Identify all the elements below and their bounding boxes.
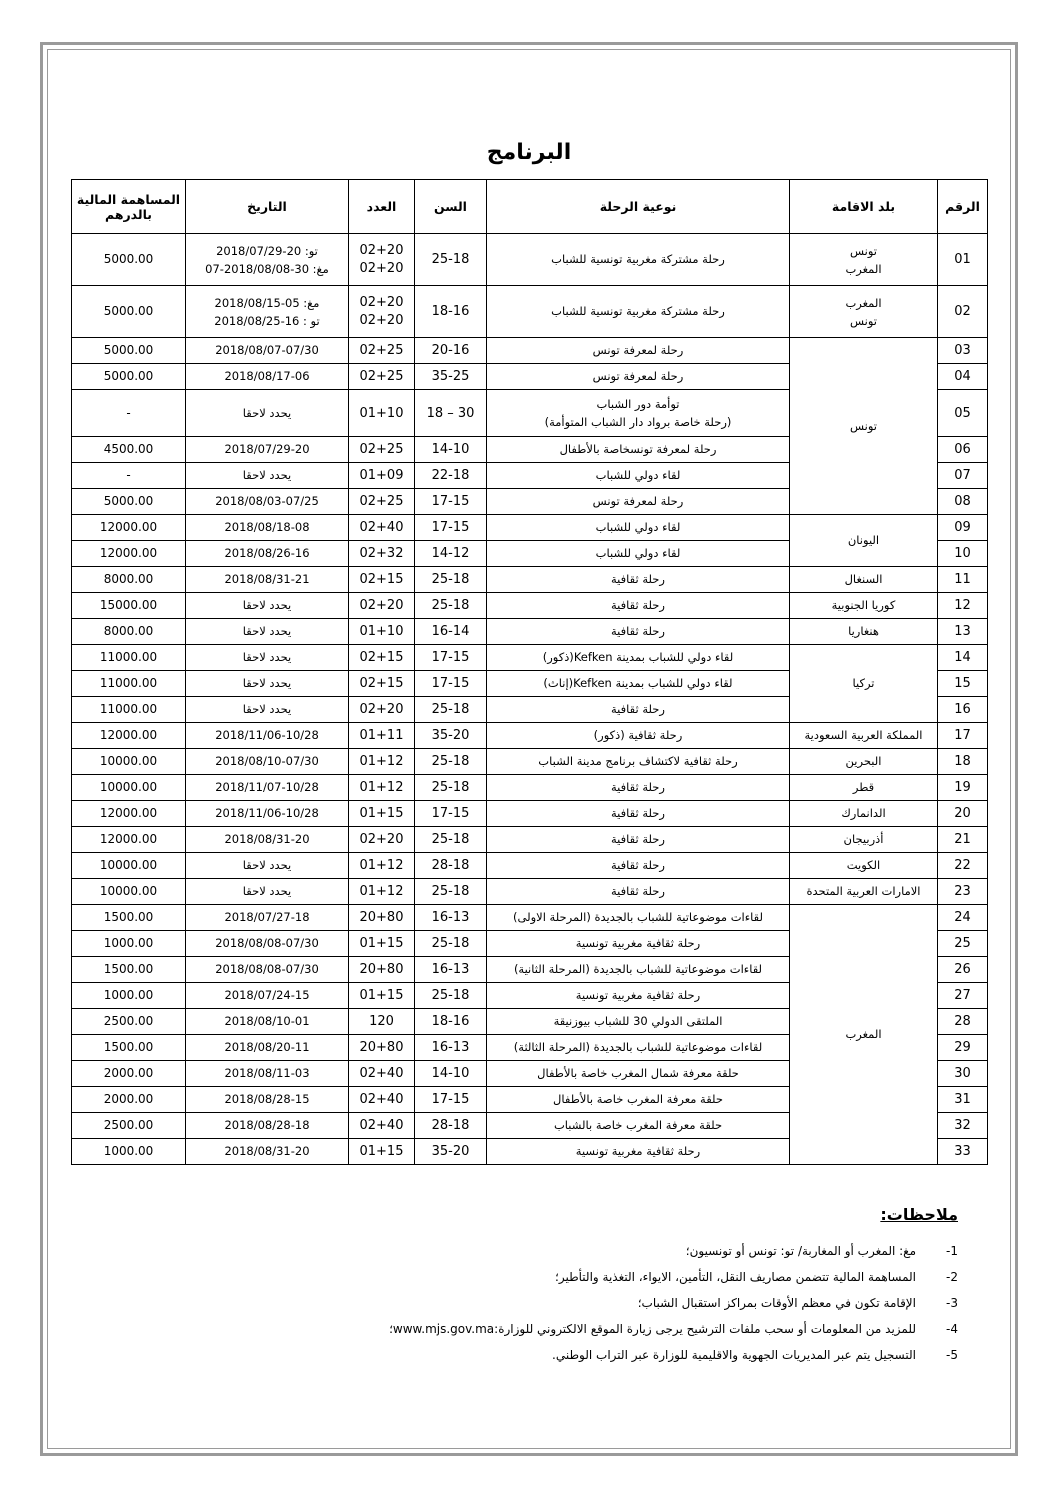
cell-contribution: 10000.00 bbox=[72, 879, 186, 905]
header-count: العدد bbox=[349, 180, 415, 234]
cell-count: 01+12 bbox=[349, 853, 415, 879]
cell-age: 14-12 bbox=[415, 541, 487, 567]
table-row bbox=[72, 905, 988, 931]
note-item bbox=[80, 1264, 958, 1290]
cell-age: 25-18 bbox=[415, 775, 487, 801]
cell-type: رحلة ثقافية bbox=[487, 879, 790, 905]
note-item bbox=[80, 1238, 958, 1264]
cell-type: حلقة معرفة المغرب خاصة بالشباب bbox=[487, 1113, 790, 1139]
table-row bbox=[72, 723, 988, 749]
cell-country: تركيا bbox=[790, 645, 938, 723]
cell-type: لقاء دولي للشباب bbox=[487, 515, 790, 541]
cell-age: 25-18 bbox=[415, 697, 487, 723]
cell-age: 18-16 bbox=[415, 286, 487, 338]
cell-date: 2018/08/18-08 bbox=[186, 515, 349, 541]
cell-age: 16-13 bbox=[415, 905, 487, 931]
cell-type: رحلة ثقافية bbox=[487, 567, 790, 593]
cell-type: رحلة ثقافية مغربية تونسية bbox=[487, 1139, 790, 1165]
cell-type bbox=[487, 390, 790, 437]
cell-contribution: 5000.00 bbox=[72, 338, 186, 364]
cell-age: 30 – 18 bbox=[415, 390, 487, 437]
cell-count bbox=[349, 286, 415, 338]
cell-contribution: 1000.00 bbox=[72, 931, 186, 957]
cell-age: 25-18 bbox=[415, 931, 487, 957]
cell-num: 25 bbox=[938, 931, 988, 957]
cell-count: 02+20 bbox=[349, 697, 415, 723]
cell-type: لقاء دولي للشباب بمدينة Kefken(ذكور) bbox=[487, 645, 790, 671]
cell-age: 20-16 bbox=[415, 338, 487, 364]
cell-contribution: 1000.00 bbox=[72, 983, 186, 1009]
cell-date: 2018/08/17-06 bbox=[186, 364, 349, 390]
cell-age: 17-15 bbox=[415, 671, 487, 697]
table-row bbox=[72, 801, 988, 827]
cell-count: 20+80 bbox=[349, 905, 415, 931]
cell-date: 2018/08/31-21 bbox=[186, 567, 349, 593]
note-text: الإقامة تكون في معظم الأوقات بمراكز استقبال الشباب؛ bbox=[637, 1296, 916, 1310]
cell-type: رحلة مشتركة مغربية تونسية للشباب bbox=[487, 234, 790, 286]
cell-type: لقاء دولي للشباب بمدينة Kefken(إناث) bbox=[487, 671, 790, 697]
cell-count: 02+20 bbox=[349, 593, 415, 619]
cell-type: رحلة ثقافية bbox=[487, 775, 790, 801]
cell-date: 2018/08/10-01 bbox=[186, 1009, 349, 1035]
cell-type: رحلة ثقافية bbox=[487, 593, 790, 619]
cell-date: يحدد لاحقا bbox=[186, 645, 349, 671]
cell-num: 13 bbox=[938, 619, 988, 645]
header-num: الرقم bbox=[938, 180, 988, 234]
cell-contribution: 12000.00 bbox=[72, 801, 186, 827]
cell-count: 02+40 bbox=[349, 515, 415, 541]
cell-count: 01+10 bbox=[349, 390, 415, 437]
cell-date: يحدد لاحقا bbox=[186, 390, 349, 437]
cell-num: 09 bbox=[938, 515, 988, 541]
cell-type: رحلة ثقافية bbox=[487, 801, 790, 827]
cell-contribution: 5000.00 bbox=[72, 364, 186, 390]
cell-contribution: 2500.00 bbox=[72, 1113, 186, 1139]
cell-contribution: 1500.00 bbox=[72, 905, 186, 931]
cell-date: يحدد لاحقا bbox=[186, 593, 349, 619]
cell-line: (رحلة خاصة برواد دار الشباب المتوأمة) bbox=[544, 415, 732, 429]
note-number: -4 bbox=[946, 1322, 958, 1336]
cell-contribution: 2000.00 bbox=[72, 1087, 186, 1113]
cell-age: 16-14 bbox=[415, 619, 487, 645]
header-country: بلد الاقامة bbox=[790, 180, 938, 234]
cell-line: 02+20 bbox=[359, 242, 404, 258]
cell-num: 22 bbox=[938, 853, 988, 879]
table-row bbox=[72, 827, 988, 853]
cell-contribution: 12000.00 bbox=[72, 515, 186, 541]
cell-age: 25-18 bbox=[415, 567, 487, 593]
cell-contribution: 8000.00 bbox=[72, 619, 186, 645]
cell-count: 02+15 bbox=[349, 567, 415, 593]
cell-age: 17-15 bbox=[415, 801, 487, 827]
cell-count bbox=[349, 234, 415, 286]
cell-num: 05 bbox=[938, 390, 988, 437]
cell-contribution: 10000.00 bbox=[72, 853, 186, 879]
note-item bbox=[80, 1342, 958, 1368]
cell-type: رحلة لمعرفة تونس bbox=[487, 489, 790, 515]
cell-contribution: 11000.00 bbox=[72, 697, 186, 723]
cell-count: 02+15 bbox=[349, 645, 415, 671]
cell-num: 29 bbox=[938, 1035, 988, 1061]
cell-count: 02+25 bbox=[349, 364, 415, 390]
table-header-row bbox=[72, 180, 988, 234]
cell-type: رحلة ثقافية مغربية تونسية bbox=[487, 931, 790, 957]
cell-contribution: 11000.00 bbox=[72, 671, 186, 697]
cell-date: يحدد لاحقا bbox=[186, 619, 349, 645]
cell-age: 22-18 bbox=[415, 463, 487, 489]
cell-country: كوريا الجنوبية bbox=[790, 593, 938, 619]
cell-country: أذربيجان bbox=[790, 827, 938, 853]
cell-contribution: - bbox=[72, 390, 186, 437]
cell-date: 2018/07/27-18 bbox=[186, 905, 349, 931]
cell-line: 02+20 bbox=[359, 294, 404, 310]
cell-age: 35-25 bbox=[415, 364, 487, 390]
cell-date bbox=[186, 234, 349, 286]
header-date: التاريخ bbox=[186, 180, 349, 234]
cell-date: يحدد لاحقا bbox=[186, 463, 349, 489]
note-number: -1 bbox=[946, 1244, 958, 1258]
cell-type: الملتقى الدولي 30 للشباب بيوزنيقة bbox=[487, 1009, 790, 1035]
cell-date: 2018/08/31-20 bbox=[186, 1139, 349, 1165]
cell-num: 08 bbox=[938, 489, 988, 515]
cell-num: 07 bbox=[938, 463, 988, 489]
cell-num: 12 bbox=[938, 593, 988, 619]
table-row bbox=[72, 338, 988, 364]
cell-type: لقاءات موضوعاتية للشباب بالجديدة (المرحلة الاولى) bbox=[487, 905, 790, 931]
cell-age: 14-10 bbox=[415, 1061, 487, 1087]
cell-type: لقاء دولي للشباب bbox=[487, 541, 790, 567]
cell-date: 2018/11/06-10/28 bbox=[186, 801, 349, 827]
notes-title: ملاحظات: bbox=[880, 1205, 958, 1224]
program-table bbox=[71, 179, 988, 1165]
cell-count: 02+25 bbox=[349, 437, 415, 463]
cell-age: 17-15 bbox=[415, 1087, 487, 1113]
note-number: -5 bbox=[946, 1348, 958, 1362]
cell-date: 2018/11/06-10/28 bbox=[186, 723, 349, 749]
cell-line: المغرب bbox=[845, 261, 882, 276]
cell-date: 2018/08/26-16 bbox=[186, 541, 349, 567]
page-title: البرنامج bbox=[486, 140, 572, 165]
cell-contribution: 4500.00 bbox=[72, 437, 186, 463]
cell-date: 2018/07/24-15 bbox=[186, 983, 349, 1009]
cell-age: 17-15 bbox=[415, 515, 487, 541]
cell-type: رحلة مشتركة مغربية تونسية للشباب bbox=[487, 286, 790, 338]
cell-age: 25-18 bbox=[415, 593, 487, 619]
cell-type: لقاءات موضوعاتية للشباب بالجديدة (المرحلة الثالثة) bbox=[487, 1035, 790, 1061]
cell-line: مغ: 30-2018/08/08-07 bbox=[205, 261, 329, 276]
cell-count: 02+20 bbox=[349, 827, 415, 853]
cell-date: 2018/08/20-11 bbox=[186, 1035, 349, 1061]
cell-num: 06 bbox=[938, 437, 988, 463]
cell-line: المغرب bbox=[845, 295, 882, 310]
cell-count: 02+40 bbox=[349, 1087, 415, 1113]
cell-num: 15 bbox=[938, 671, 988, 697]
note-item bbox=[80, 1290, 958, 1316]
cell-num: 01 bbox=[938, 234, 988, 286]
cell-num: 19 bbox=[938, 775, 988, 801]
cell-count: 02+25 bbox=[349, 338, 415, 364]
cell-num: 27 bbox=[938, 983, 988, 1009]
cell-age: 25-18 bbox=[415, 234, 487, 286]
cell-type: حلقة معرفة شمال المغرب خاصة بالأطفال bbox=[487, 1061, 790, 1087]
cell-count: 20+80 bbox=[349, 957, 415, 983]
cell-date: 2018/08/07-07/30 bbox=[186, 338, 349, 364]
cell-line: 02+20 bbox=[359, 312, 404, 328]
note-text: المساهمة المالية تتضمن مصاريف النقل، التأمين، الايواء، التغذية والتأطير؛ bbox=[555, 1270, 916, 1284]
cell-type: رحلة لمعرفة تونس bbox=[487, 364, 790, 390]
cell-age: 35-20 bbox=[415, 723, 487, 749]
cell-count: 01+12 bbox=[349, 879, 415, 905]
cell-count: 01+15 bbox=[349, 1139, 415, 1165]
table-row bbox=[72, 853, 988, 879]
cell-country: تونس bbox=[790, 338, 938, 515]
cell-type: رحلة ثقافية مغربية تونسية bbox=[487, 983, 790, 1009]
cell-num: 11 bbox=[938, 567, 988, 593]
cell-count: 02+25 bbox=[349, 489, 415, 515]
cell-date: 2018/08/11-03 bbox=[186, 1061, 349, 1087]
cell-num: 26 bbox=[938, 957, 988, 983]
cell-country: المغرب bbox=[790, 905, 938, 1165]
cell-contribution: 1500.00 bbox=[72, 1035, 186, 1061]
cell-country bbox=[790, 234, 938, 286]
cell-country: الامارات العربية المتحدة bbox=[790, 879, 938, 905]
cell-contribution: 12000.00 bbox=[72, 541, 186, 567]
cell-date: 2018/08/08-07/30 bbox=[186, 957, 349, 983]
cell-contribution: 5000.00 bbox=[72, 286, 186, 338]
table-row bbox=[72, 567, 988, 593]
cell-count: 02+32 bbox=[349, 541, 415, 567]
cell-type: رحلة ثقافية bbox=[487, 827, 790, 853]
cell-count: 01+15 bbox=[349, 801, 415, 827]
cell-date: 2018/08/03-07/25 bbox=[186, 489, 349, 515]
cell-age: 18-16 bbox=[415, 1009, 487, 1035]
cell-num: 24 bbox=[938, 905, 988, 931]
cell-age: 14-10 bbox=[415, 437, 487, 463]
cell-country: المملكة العربية السعودية bbox=[790, 723, 938, 749]
cell-contribution: 5000.00 bbox=[72, 489, 186, 515]
cell-count: 02+40 bbox=[349, 1113, 415, 1139]
cell-country: الكويت bbox=[790, 853, 938, 879]
cell-date: يحدد لاحقا bbox=[186, 671, 349, 697]
table-row bbox=[72, 593, 988, 619]
cell-line: تونس bbox=[849, 313, 877, 328]
table-row bbox=[72, 775, 988, 801]
cell-date: 2018/08/31-20 bbox=[186, 827, 349, 853]
cell-type: رحلة ثقافية bbox=[487, 853, 790, 879]
cell-country: البحرين bbox=[790, 749, 938, 775]
table-row bbox=[72, 515, 988, 541]
cell-age: 28-18 bbox=[415, 853, 487, 879]
cell-count: 02+15 bbox=[349, 671, 415, 697]
cell-num: 20 bbox=[938, 801, 988, 827]
cell-age: 25-18 bbox=[415, 827, 487, 853]
cell-type: لقاء دولي للشباب bbox=[487, 463, 790, 489]
cell-num: 02 bbox=[938, 286, 988, 338]
table-row bbox=[72, 879, 988, 905]
cell-type: رحلة لمعرفة تونس bbox=[487, 338, 790, 364]
cell-contribution: 2500.00 bbox=[72, 1009, 186, 1035]
cell-num: 03 bbox=[938, 338, 988, 364]
header-type: نوعية الرحلة bbox=[487, 180, 790, 234]
cell-date: يحدد لاحقا bbox=[186, 853, 349, 879]
cell-count: 01+12 bbox=[349, 775, 415, 801]
note-number: -2 bbox=[946, 1270, 958, 1284]
note-text: مغ: المغرب أو المغاربة/ تو: تونس أو تونسيون؛ bbox=[685, 1244, 916, 1258]
cell-age: 17-15 bbox=[415, 645, 487, 671]
cell-count: 02+40 bbox=[349, 1061, 415, 1087]
cell-country bbox=[790, 286, 938, 338]
cell-contribution: 5000.00 bbox=[72, 234, 186, 286]
cell-country: الدانمارك bbox=[790, 801, 938, 827]
cell-type: لقاءات موضوعاتية للشباب بالجديدة (المرحلة الثانية) bbox=[487, 957, 790, 983]
cell-age: 35-20 bbox=[415, 1139, 487, 1165]
cell-contribution: 11000.00 bbox=[72, 645, 186, 671]
notes-section bbox=[80, 1205, 958, 1368]
cell-age: 16-13 bbox=[415, 957, 487, 983]
cell-count: 01+09 bbox=[349, 463, 415, 489]
cell-num: 30 bbox=[938, 1061, 988, 1087]
cell-age: 25-18 bbox=[415, 983, 487, 1009]
cell-num: 18 bbox=[938, 749, 988, 775]
cell-contribution: 1500.00 bbox=[72, 957, 186, 983]
table-row bbox=[72, 645, 988, 671]
cell-line: تونس bbox=[849, 243, 877, 258]
cell-country: قطر bbox=[790, 775, 938, 801]
cell-contribution: 12000.00 bbox=[72, 723, 186, 749]
header-age: السن bbox=[415, 180, 487, 234]
cell-country: اليونان bbox=[790, 515, 938, 567]
note-text: للمزيد من المعلومات أو سحب ملفات الترشيح يرجى زيارة الموقع الالكتروني للوزارة:www.mjs.gov.ma؛ bbox=[389, 1322, 916, 1336]
cell-age: 25-18 bbox=[415, 879, 487, 905]
cell-contribution: - bbox=[72, 463, 186, 489]
cell-line: 02+20 bbox=[359, 260, 404, 276]
cell-contribution: 10000.00 bbox=[72, 749, 186, 775]
cell-line: تو: 20-2018/07/29 bbox=[216, 243, 318, 258]
cell-num: 16 bbox=[938, 697, 988, 723]
cell-contribution: 2000.00 bbox=[72, 1061, 186, 1087]
header-contribution: المساهمة المالية بالدرهم bbox=[72, 180, 186, 234]
cell-count: 01+11 bbox=[349, 723, 415, 749]
table-row bbox=[72, 286, 988, 338]
cell-line: مغ: 05-2018/08/15 bbox=[214, 295, 320, 310]
cell-date: 2018/07/29-20 bbox=[186, 437, 349, 463]
cell-contribution: 12000.00 bbox=[72, 827, 186, 853]
cell-contribution: 15000.00 bbox=[72, 593, 186, 619]
cell-count: 20+80 bbox=[349, 1035, 415, 1061]
note-item bbox=[80, 1316, 958, 1342]
cell-num: 04 bbox=[938, 364, 988, 390]
cell-count: 01+12 bbox=[349, 749, 415, 775]
cell-date: يحدد لاحقا bbox=[186, 697, 349, 723]
cell-type: رحلة ثقافية bbox=[487, 619, 790, 645]
cell-type: حلقة معرفة المغرب خاصة بالأطفال bbox=[487, 1087, 790, 1113]
cell-num: 33 bbox=[938, 1139, 988, 1165]
cell-contribution: 8000.00 bbox=[72, 567, 186, 593]
cell-date: 2018/11/07-10/28 bbox=[186, 775, 349, 801]
cell-count: 01+10 bbox=[349, 619, 415, 645]
cell-country: السنغال bbox=[790, 567, 938, 593]
cell-date: 2018/08/08-07/30 bbox=[186, 931, 349, 957]
cell-line: تو : 16-2018/08/25 bbox=[214, 313, 320, 328]
cell-num: 10 bbox=[938, 541, 988, 567]
table-row bbox=[72, 619, 988, 645]
table-row bbox=[72, 234, 988, 286]
note-number: -3 bbox=[946, 1296, 958, 1310]
cell-line: توأمة دور الشباب bbox=[596, 397, 680, 411]
cell-count: 01+15 bbox=[349, 931, 415, 957]
cell-num: 23 bbox=[938, 879, 988, 905]
note-text: التسجيل يتم عبر المديريات الجهوية والاقليمية للوزارة عبر التراب الوطني. bbox=[552, 1348, 916, 1362]
cell-age: 25-18 bbox=[415, 749, 487, 775]
cell-num: 17 bbox=[938, 723, 988, 749]
cell-contribution: 1000.00 bbox=[72, 1139, 186, 1165]
cell-date: 2018/08/28-18 bbox=[186, 1113, 349, 1139]
cell-num: 28 bbox=[938, 1009, 988, 1035]
cell-num: 14 bbox=[938, 645, 988, 671]
cell-count: 01+15 bbox=[349, 983, 415, 1009]
cell-num: 31 bbox=[938, 1087, 988, 1113]
cell-country: هنغاريا bbox=[790, 619, 938, 645]
cell-age: 28-18 bbox=[415, 1113, 487, 1139]
cell-date: 2018/08/28-15 bbox=[186, 1087, 349, 1113]
cell-num: 21 bbox=[938, 827, 988, 853]
cell-date: 2018/08/10-07/30 bbox=[186, 749, 349, 775]
table-row bbox=[72, 749, 988, 775]
cell-type: رحلة لمعرفة تونسخاصة بالأطفال bbox=[487, 437, 790, 463]
cell-date: يحدد لاحقا bbox=[186, 879, 349, 905]
cell-contribution: 10000.00 bbox=[72, 775, 186, 801]
cell-type: رحلة ثقافية bbox=[487, 697, 790, 723]
cell-type: رحلة ثقافية (ذكور) bbox=[487, 723, 790, 749]
cell-type: رحلة ثقافية لاكتشاف برنامج مدينة الشباب bbox=[487, 749, 790, 775]
cell-count: 120 bbox=[349, 1009, 415, 1035]
cell-age: 17-15 bbox=[415, 489, 487, 515]
cell-num: 32 bbox=[938, 1113, 988, 1139]
notes-list bbox=[80, 1238, 958, 1368]
cell-age: 16-13 bbox=[415, 1035, 487, 1061]
cell-date bbox=[186, 286, 349, 338]
